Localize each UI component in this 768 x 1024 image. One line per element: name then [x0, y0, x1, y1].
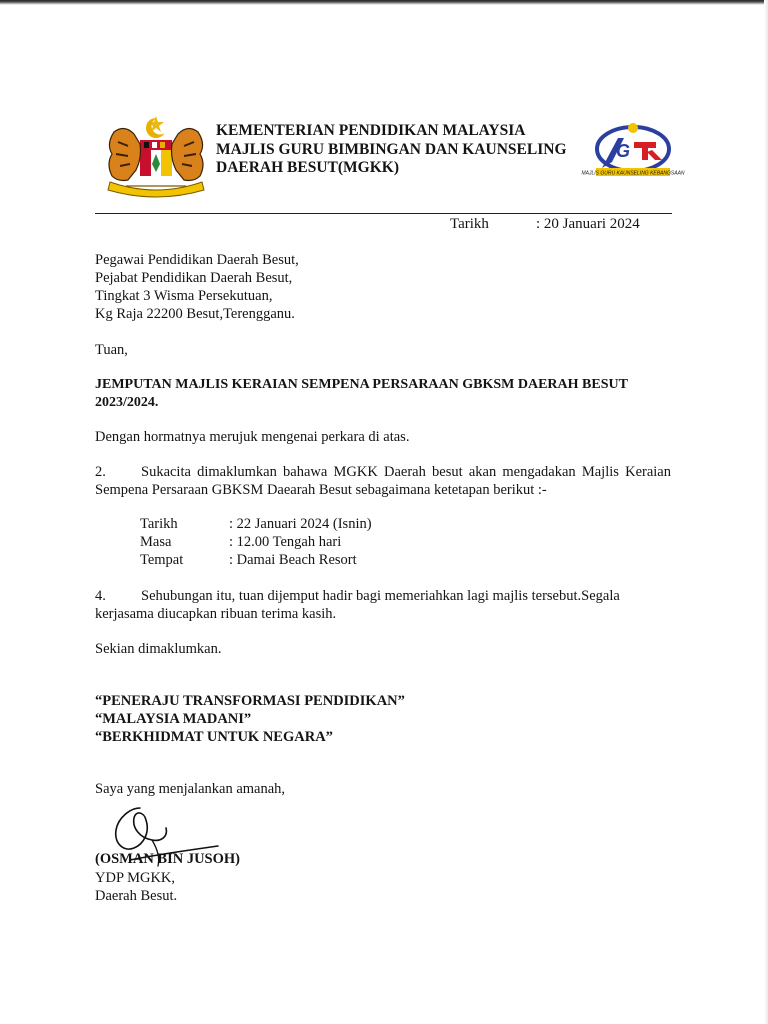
paragraph-number: 4.: [95, 588, 106, 604]
paragraph-number: 2.: [95, 464, 106, 480]
logo-caption: MAJLIS GURU KAUNSELING KEBANGSAAN: [581, 170, 685, 177]
detail-value: : 22 Januari 2024 (Isnin): [229, 516, 372, 532]
detail-label: Tarikh: [140, 516, 178, 532]
letterhead-line-district: DAERAH BESUT(MGKK): [216, 159, 399, 176]
detail-value: : Damai Beach Resort: [229, 552, 357, 568]
mottos: [95, 692, 405, 746]
motto-line: “PENERAJU TRANSFORMASI PENDIDIKAN”: [95, 693, 405, 709]
detail-row-time: [140, 533, 372, 551]
paragraph-2: [95, 463, 671, 499]
motto-line: “MALAYSIA MADANI”: [95, 711, 252, 727]
scan-edge-top: [0, 0, 768, 5]
letter-subject: JEMPUTAN MAJLIS KERAIAN SEMPENA PERSARAAN GBKSM DAERAH BESUT 2023/2024.: [95, 377, 628, 410]
svg-text:G: G: [616, 141, 631, 161]
recipient-line: Pejabat Pendidikan Daerah Besut,: [95, 270, 293, 286]
recipient-line: Tingkat 3 Wisma Persekutuan,: [95, 288, 273, 304]
paragraph-text: Sehubungan itu, tuan dijemput hadir bagi memeriahkan lagi majlis tersebut.Segala kerjasama diucapkan ribuan terima kasih.: [95, 588, 620, 622]
trust-line: Saya yang menjalankan amanah,: [95, 781, 286, 797]
scan-edge-right: [764, 0, 768, 1024]
motto-line: “BERKHIDMAT UNTUK NEGARA”: [95, 729, 333, 745]
signatory-district: Daerah Besut.: [95, 888, 178, 904]
recipient-line: Pegawai Pendidikan Daerah Besut,: [95, 252, 299, 268]
signatory-position: YDP MGKK,: [95, 870, 176, 886]
recipient-line: Kg Raja 22200 Besut,Terengganu.: [95, 306, 295, 322]
detail-value: : 12.00 Tengah hari: [229, 534, 342, 550]
date-value: : 20 Januari 2024: [536, 216, 640, 232]
closing-remark: Sekian dimaklumkan.: [95, 641, 222, 657]
malaysia-coat-of-arms-icon: [96, 112, 216, 198]
header-divider: [95, 213, 672, 214]
detail-label: Masa: [140, 534, 172, 550]
detail-label: Tempat: [140, 552, 184, 568]
signatory-details: [95, 869, 177, 905]
paragraph-text: Sukacita dimaklumkan bahawa MGKK Daerah besut akan mengadakan Majlis Keraian Sempena Persaraan GBKSM Daearah Besut sebagaimana ketetapan berikut :-: [95, 464, 671, 498]
detail-row-date: [140, 515, 372, 533]
letterhead-title: [216, 122, 567, 178]
date-label: Tarikh: [450, 216, 489, 232]
detail-row-venue: [140, 551, 372, 569]
recipient-address: [95, 251, 299, 323]
letterhead-line-council: MAJLIS GURU BIMBINGAN DAN KAUNSELING: [216, 140, 567, 158]
event-details: [140, 515, 372, 569]
signatory-name: (OSMAN BIN JUSOH): [95, 851, 241, 867]
letterhead-line-ministry: KEMENTERIAN PENDIDIKAN MALAYSIA: [216, 122, 526, 139]
mgkk-logo-icon: [581, 122, 685, 180]
paragraph-1: Dengan hormatnya merujuk mengenai perkara di atas.: [95, 429, 410, 445]
salutation: Tuan,: [95, 342, 128, 358]
paragraph-4: [95, 587, 640, 623]
